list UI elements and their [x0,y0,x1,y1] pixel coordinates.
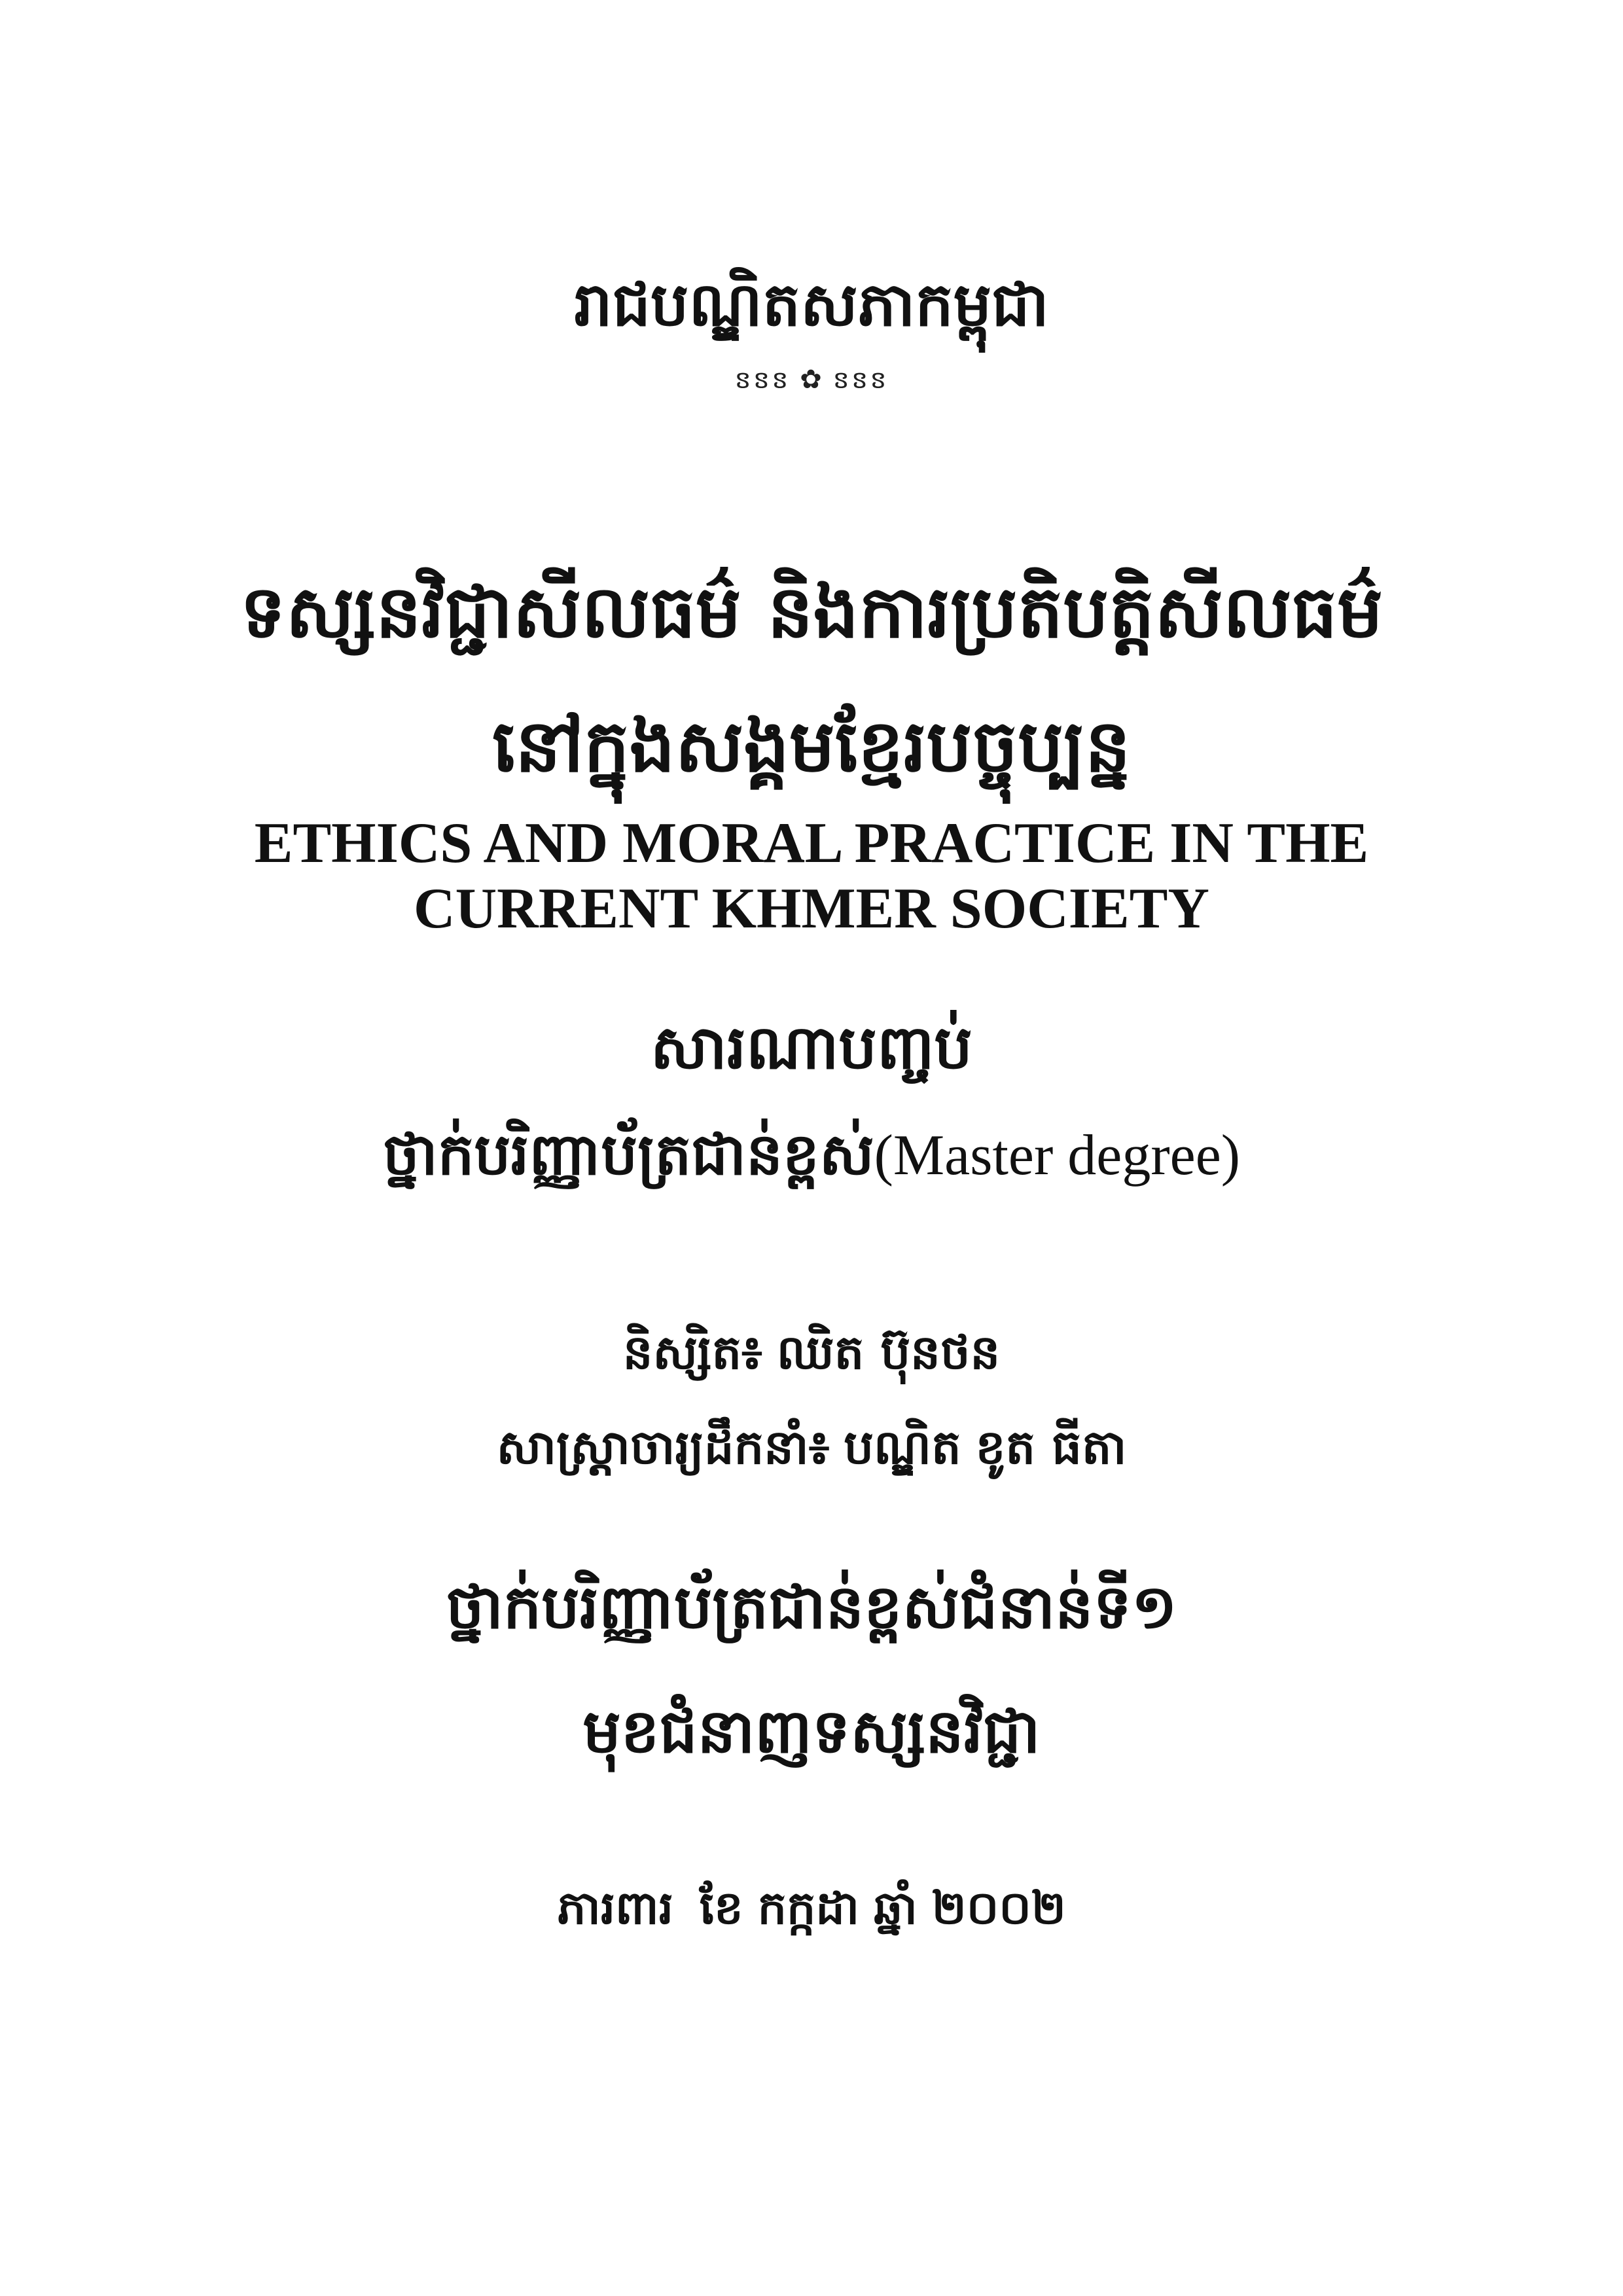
date-month-label: ខែ [699,1881,743,1935]
english-title-line-2: CURRENT KHMER SOCIETY [414,877,1209,941]
advisor-title: បណ្ឌិត [844,1420,961,1475]
date-year: ២០០២ [931,1881,1066,1935]
degree-generation: ថ្នាក់បរិញ្ញាប័ត្រជាន់ខ្ពស់ជំនាន់ទី១ [446,1572,1177,1642]
degree-line [0,1121,1623,1188]
date-month: កក្កដា [757,1881,860,1935]
degree-english: (Master degree) [874,1124,1241,1187]
khmer-title-line-1 [0,570,1623,654]
advisor-label: សាស្ត្រាចារ្យដឹកនាំ៖ [496,1420,830,1475]
khmer-title-part-1: ទស្សនវិជ្ជាសីលធម៌ [240,570,741,654]
khmer-title-line-2: នៅក្នុងសង្គមខ្មែរបច្ចុប្បន្ន [492,704,1131,788]
khmer-title-part-2: និងការប្រតិបត្តិសីលធម៌ [767,570,1383,654]
faculty-name: មុខជំនាញទស្សនវិជ្ជា [582,1696,1041,1767]
degree-khmer: ថ្នាក់បរិញ្ញាប័ត្រជាន់ខ្ពស់ [382,1121,874,1188]
date-line [0,1881,1623,1935]
institution-name: រាជបណ្ឌិតសភាកម្ពុជា [574,270,1049,340]
advisor-line [0,1420,1623,1475]
student-label: និស្សិត៖ [622,1325,762,1380]
thesis-type: សារណាបញ្ចប់ [651,1013,972,1083]
date-place: ភារពារ [557,1881,673,1935]
student-line [0,1325,1623,1380]
date-year-label: ឆ្នាំ [874,1881,918,1935]
ornament-divider: ៜៜៜ ✿ ៜៜៜ [734,365,889,395]
student-name: ឈិត ប៊ុនថន [776,1325,1001,1380]
advisor-name: ខូត ធីតា [975,1420,1127,1475]
english-title-line-1: ETHICS AND MORAL PRACTICE IN THE [254,812,1369,875]
